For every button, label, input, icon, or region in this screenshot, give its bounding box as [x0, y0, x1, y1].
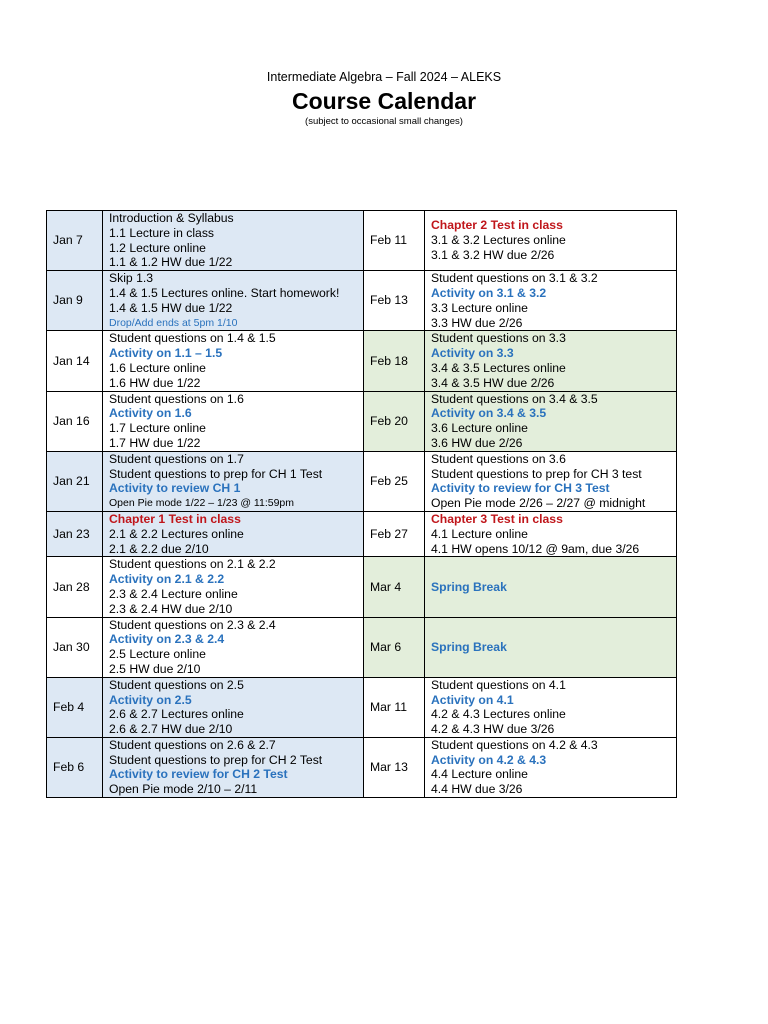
schedule-line: 1.7 HW due 1/22 — [109, 435, 201, 450]
schedule-line: Student questions on 1.7 — [109, 451, 244, 466]
activity-line: Activity on 2.3 & 2.4 — [109, 632, 225, 647]
schedule-line: 2.5 HW due 2/10 — [109, 661, 201, 676]
schedule-line: 3.1 & 3.2 Lectures online — [431, 233, 566, 248]
schedule-line: Drop/Add ends at 5pm 1/10 — [109, 316, 238, 329]
schedule-line: 2.1 & 2.2 Lectures online — [109, 526, 244, 541]
schedule-cell — [103, 617, 364, 677]
calendar-row — [47, 557, 677, 617]
schedule-cell — [103, 737, 364, 797]
schedule-cell — [425, 211, 677, 271]
date-cell: Jan 16 — [47, 391, 103, 451]
activity-line: Activity to review CH 1 — [109, 481, 241, 496]
calendar-row — [47, 617, 677, 677]
schedule-line: 3.4 & 3.5 HW due 2/26 — [431, 375, 555, 390]
schedule-line: Student questions on 1.6 — [109, 391, 244, 406]
schedule-line: 3.1 & 3.2 HW due 2/26 — [431, 247, 555, 262]
schedule-cell — [425, 331, 677, 391]
course-name: Intermediate Algebra – Fall 2024 – ALEKS — [266, 70, 502, 84]
schedule-line: 1.6 Lecture online — [109, 360, 206, 375]
schedule-cell — [425, 677, 677, 737]
schedule-line: 1.4 & 1.5 Lectures online. Start homework! — [109, 285, 340, 300]
test-line: Chapter 3 Test in class — [431, 511, 563, 526]
schedule-line: 3.3 HW due 2/26 — [431, 315, 523, 330]
date-cell: Jan 23 — [47, 511, 103, 556]
activity-line: Activity on 3.3 — [431, 346, 514, 361]
test-line: Chapter 2 Test in class — [431, 218, 563, 233]
schedule-line: 1.1 Lecture in class — [109, 225, 215, 240]
date-cell: Jan 7 — [47, 211, 103, 271]
schedule-line: 4.1 Lecture online — [431, 526, 528, 541]
schedule-line: Student questions on 3.1 & 3.2 — [431, 271, 598, 286]
date-cell: Mar 11 — [364, 677, 425, 737]
calendar-table — [46, 210, 677, 798]
schedule-line: 1.2 Lecture online — [109, 240, 206, 255]
schedule-line: 2.1 & 2.2 due 2/10 — [109, 541, 209, 556]
schedule-line: Skip 1.3 — [109, 271, 154, 286]
schedule-line: Student questions on 1.4 & 1.5 — [109, 331, 276, 346]
schedule-line: 2.5 Lecture online — [109, 647, 206, 662]
date-cell: Feb 27 — [364, 511, 425, 556]
schedule-cell — [103, 211, 364, 271]
subtitle-note: (subject to occasional small changes) — [305, 116, 463, 127]
schedule-line: Open Pie mode 2/26 – 2/27 @ midnight — [431, 496, 646, 511]
schedule-line: 4.4 HW due 3/26 — [431, 782, 523, 797]
date-cell: Mar 4 — [364, 557, 425, 617]
activity-line: Spring Break — [431, 639, 507, 654]
activity-line: Activity to review for CH 2 Test — [109, 767, 288, 782]
schedule-line: 1.7 Lecture online — [109, 421, 206, 436]
schedule-line: 2.6 & 2.7 Lectures online — [109, 707, 244, 722]
schedule-cell — [103, 271, 364, 331]
date-cell: Feb 18 — [364, 331, 425, 391]
schedule-line: Student questions to prep for CH 1 Test — [109, 466, 323, 481]
activity-line: Spring Break — [431, 579, 507, 594]
schedule-line: 4.2 & 4.3 HW due 3/26 — [431, 722, 555, 737]
date-cell: Jan 14 — [47, 331, 103, 391]
date-cell: Jan 21 — [47, 451, 103, 511]
schedule-cell — [425, 511, 677, 556]
activity-line: Activity on 4.2 & 4.3 — [431, 752, 547, 767]
schedule-line: 3.6 HW due 2/26 — [431, 435, 523, 450]
calendar-row — [47, 211, 677, 271]
schedule-line: Student questions on 3.4 & 3.5 — [431, 391, 598, 406]
schedule-line: 4.2 & 4.3 Lectures online — [431, 707, 566, 722]
schedule-line: 1.6 HW due 1/22 — [109, 375, 201, 390]
schedule-line: Student questions on 4.2 & 4.3 — [431, 737, 598, 752]
date-cell: Feb 20 — [364, 391, 425, 451]
schedule-line: 1.1 & 1.2 HW due 1/22 — [109, 255, 233, 270]
calendar-row — [47, 271, 677, 331]
schedule-line: Introduction & Syllabus — [109, 211, 234, 225]
activity-line: Activity on 2.5 — [109, 692, 192, 707]
activity-line: Activity to review for CH 3 Test — [431, 481, 610, 496]
date-cell: Jan 28 — [47, 557, 103, 617]
schedule-line: Student questions on 2.6 & 2.7 — [109, 737, 276, 752]
date-cell: Mar 6 — [364, 617, 425, 677]
schedule-line: Student questions on 2.5 — [109, 677, 244, 692]
schedule-line: Student questions on 3.3 — [431, 331, 566, 346]
schedule-cell — [103, 451, 364, 511]
schedule-line: Student questions on 4.1 — [431, 677, 566, 692]
schedule-line: Open Pie mode 1/22 – 1/23 @ 11:59pm — [109, 497, 295, 510]
schedule-line: 3.4 & 3.5 Lectures online — [431, 360, 566, 375]
calendar-body — [47, 211, 677, 798]
date-cell: Mar 13 — [364, 737, 425, 797]
activity-line: Activity on 3.4 & 3.5 — [431, 406, 547, 421]
schedule-cell — [425, 617, 677, 677]
schedule-line: Open Pie mode 2/10 – 2/11 — [109, 782, 258, 797]
activity-line: Activity on 2.1 & 2.2 — [109, 572, 225, 587]
date-cell: Feb 4 — [47, 677, 103, 737]
schedule-cell — [103, 677, 364, 737]
calendar-row — [47, 331, 677, 391]
schedule-cell — [425, 391, 677, 451]
calendar-row — [47, 511, 677, 556]
schedule-line: Student questions to prep for CH 2 Test — [109, 752, 323, 767]
schedule-line: 2.3 & 2.4 HW due 2/10 — [109, 601, 233, 616]
schedule-cell — [425, 737, 677, 797]
schedule-line: 4.4 Lecture online — [431, 767, 528, 782]
schedule-cell — [425, 451, 677, 511]
activity-line: Activity on 1.6 — [109, 406, 192, 421]
date-cell: Feb 11 — [364, 211, 425, 271]
date-cell: Feb 6 — [47, 737, 103, 797]
schedule-cell — [425, 557, 677, 617]
schedule-cell — [103, 331, 364, 391]
schedule-line: Student questions on 2.1 & 2.2 — [109, 557, 276, 572]
schedule-line: Student questions on 3.6 — [431, 451, 566, 466]
activity-line: Activity on 1.1 – 1.5 — [109, 346, 223, 361]
date-cell: Jan 9 — [47, 271, 103, 331]
schedule-line: Student questions on 2.3 & 2.4 — [109, 617, 276, 632]
schedule-line: Student questions to prep for CH 3 test — [431, 466, 642, 481]
schedule-line: 3.3 Lecture online — [431, 300, 528, 315]
date-cell: Jan 30 — [47, 617, 103, 677]
calendar-row — [47, 737, 677, 797]
test-line: Chapter 1 Test in class — [109, 511, 241, 526]
schedule-line: 2.3 & 2.4 Lecture online — [109, 586, 238, 601]
schedule-cell — [425, 271, 677, 331]
date-cell: Feb 13 — [364, 271, 425, 331]
page-title: Course Calendar — [291, 88, 477, 114]
schedule-cell — [103, 391, 364, 451]
schedule-line: 1.4 & 1.5 HW due 1/22 — [109, 300, 233, 315]
calendar-row — [47, 451, 677, 511]
schedule-cell — [103, 557, 364, 617]
schedule-cell — [103, 511, 364, 556]
schedule-line: 2.6 & 2.7 HW due 2/10 — [109, 722, 233, 737]
calendar-row — [47, 391, 677, 451]
date-cell: Feb 25 — [364, 451, 425, 511]
activity-line: Activity on 3.1 & 3.2 — [431, 285, 547, 300]
calendar-row — [47, 677, 677, 737]
activity-line: Activity on 4.1 — [431, 692, 514, 707]
schedule-line: 3.6 Lecture online — [431, 421, 528, 436]
schedule-line: 4.1 HW opens 10/12 @ 9am, due 3/26 — [431, 541, 640, 556]
